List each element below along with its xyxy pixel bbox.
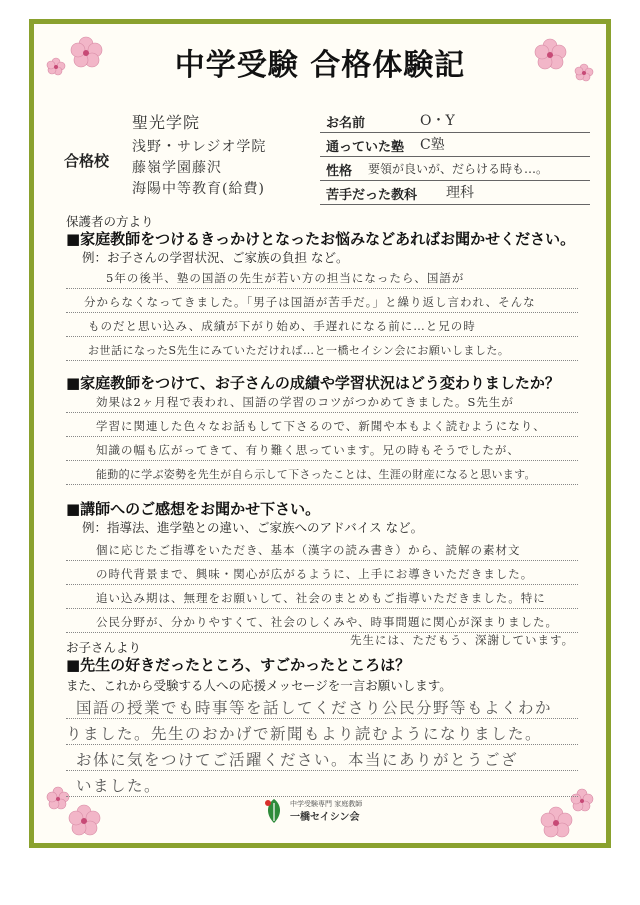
answer-text: 効果は2ヶ月程で表われ、国語の学習のコツがつかめてきました。S先生が <box>96 395 514 409</box>
pass-school-3: 藤嶺学園藤沢 <box>132 160 222 176</box>
answer-text: 先生には、ただもう、深謝しています。 <box>350 633 575 647</box>
answer-line <box>66 312 578 313</box>
answer-line <box>66 718 578 719</box>
profile-value: 要領が良いが、だらける時も…。 <box>368 162 549 176</box>
answer-line <box>66 560 578 561</box>
section-heading: ■家庭教師をつけるきっかけとなったお悩みなどあればお聞かせください。 <box>66 230 576 248</box>
answer-text: 個に応じたご指導をいただき、基本（漢字の読み書き）から、読解の素材文 <box>96 543 521 557</box>
child-label: お子さんより <box>66 640 142 655</box>
answer-line <box>66 744 578 745</box>
profile-label: 通っていた塾 <box>326 140 405 155</box>
section-heading: ■家庭教師をつけて、お子さんの成績や学習状況はどう変わりましたか？ <box>66 374 560 392</box>
profile-row-personality <box>320 158 590 181</box>
answer-text: お体に気をつけてご活躍ください。本当にありがとうござ <box>76 751 519 769</box>
pass-schools-label: 合格校 <box>64 152 110 170</box>
answer-line <box>66 770 578 771</box>
answer-text: の時代背景まで、興味・関心が広がるように、上手にお導きいただきました。 <box>96 567 534 581</box>
logo-name: 一橋セイシン会 <box>290 812 360 823</box>
section-example: 例：お子さんの学習状況、ご家族の負担 など。 <box>82 250 349 265</box>
profile-row-juku <box>320 134 590 157</box>
answer-text: 能動的に学ぶ姿勢を先生が自ら示して下さったことは、生涯の財産になると思います。 <box>96 468 536 481</box>
profile-row-name <box>320 110 590 133</box>
flower-decoration-bottom-right <box>528 780 608 842</box>
answer-text: 学習に関連した色々なお話もして下さるので、新聞や本もよく読むようになり、 <box>96 419 546 433</box>
answer-text: 知識の幅も広がってきて、有り難く思っています。兄の時もそうでしたが、 <box>96 443 520 457</box>
company-logo <box>262 797 382 827</box>
answer-line <box>66 608 578 609</box>
answer-line <box>66 336 578 337</box>
logo-tagline: 中学受験専門 家庭教師 <box>290 800 363 808</box>
answer-line <box>66 288 578 289</box>
answer-text: いました。 <box>76 777 162 795</box>
answer-line <box>66 360 578 361</box>
pass-school-2: 浅野・サレジオ学院 <box>132 139 267 155</box>
answer-text: お世話になったS先生にみていただければ…と一橋セイシン会にお願いしました。 <box>88 344 510 357</box>
answer-text: 公民分野が、分かりやすくて、社会のしくみや、時事問題に関心が深まりました。 <box>96 615 559 629</box>
profile-value: 理科 <box>446 185 474 201</box>
answer-line <box>66 484 578 485</box>
answer-line <box>66 412 578 413</box>
profile-row-weak-subject <box>320 182 590 205</box>
section-heading: ■講師へのご感想をお聞かせ下さい。 <box>66 500 321 518</box>
answer-text: 5年の後半、塾の国語の先生が若い方の担当になったら、国語が <box>106 271 465 285</box>
page-title: 中学受験 合格体験記 <box>174 48 466 83</box>
profile-value: C塾 <box>420 137 445 153</box>
answer-text: ものだと思い込み、成績が下がり始め、手遅れになる前に…と兄の時 <box>88 319 476 333</box>
pass-school-4: 海陽中等教育(給費) <box>132 181 265 197</box>
profile-label: 苦手だった教科 <box>326 188 418 203</box>
answer-text: りました。先生のおかげで新聞もより読むようになりました。 <box>66 725 543 743</box>
answer-line <box>66 436 578 437</box>
section-example: また、これから受験する人への応援メッセージを一言お願いします。 <box>66 678 452 693</box>
leaf-logo-icon <box>262 797 286 825</box>
answer-text: 国語の授業でも時事等を話してくださり公民分野等もよくわか <box>76 699 553 717</box>
section-heading: ■先生の好きだったところ、すごかったところは？ <box>66 656 411 674</box>
guardian-label: 保護者の方より <box>66 214 154 229</box>
section-example: 例：指導法、進学塾との違い、ご家族へのアドバイス など。 <box>82 520 424 535</box>
answer-text: 追い込み期は、無理をお願いして、社会のまとめもご指導いただきました。特に <box>96 591 546 605</box>
pass-school-1: 聖光学院 <box>132 113 201 132</box>
profile-label: お名前 <box>326 116 366 131</box>
answer-line <box>66 460 578 461</box>
answer-line <box>66 584 578 585</box>
profile-label: 性格 <box>326 164 353 179</box>
answer-text: 分からなくなってきました。「男子は国語が苦手だ。」と繰り返し言われ、そんな <box>84 295 536 309</box>
profile-value: O・Y <box>420 113 455 129</box>
